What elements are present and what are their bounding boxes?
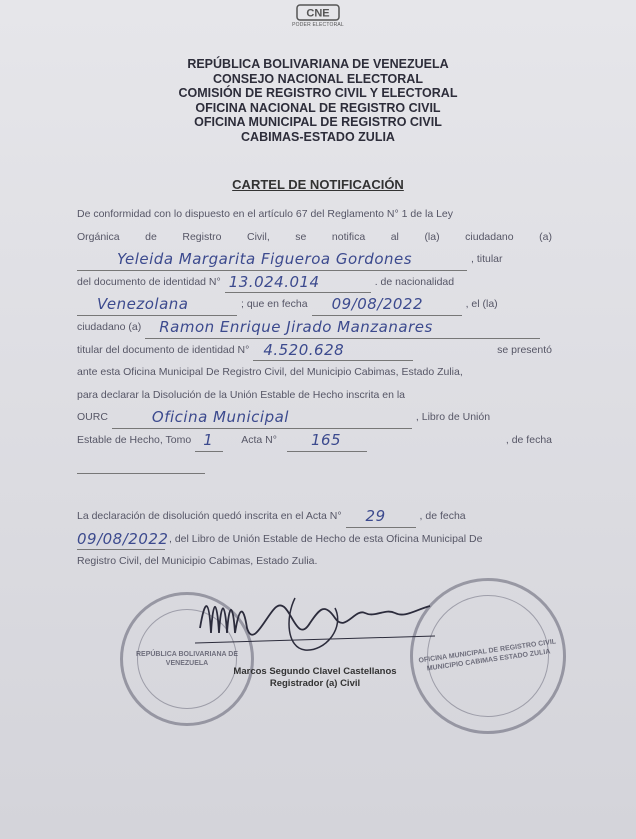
text-line: Orgánica de Registro Civil, se notifica al (la) ciudadano (a)	[77, 230, 552, 243]
text-line: ciudadano (a) Ramon Enrique Jirado Manzanares	[77, 316, 552, 339]
registration-paragraph	[77, 505, 552, 573]
text-line: De conformidad con lo dispuesto en el artículo 67 del Reglamento N° 1 de la Ley	[77, 208, 454, 220]
header-line: REPÚBLICA BOLIVARIANA DE VENEZUELA	[187, 57, 449, 71]
logo-subtext: PODER ELECTORAL	[292, 22, 344, 28]
text-line	[77, 452, 552, 475]
text-line: Yeleida Margarita Figueroa Gordones , titular	[77, 248, 552, 271]
handwritten-signature	[195, 588, 445, 658]
text-line: La declaración de disolución quedó inscrita en el Acta N° 29 , de fecha	[77, 505, 552, 528]
citizen2-name-field	[145, 317, 540, 339]
nationality-handwritten: Venezolana	[97, 295, 189, 314]
date-field	[312, 295, 462, 316]
document-header	[140, 57, 496, 145]
text-line: Estable de Hecho, Tomo 1 Acta N° 165 , de fecha	[77, 429, 552, 452]
ourc-handwritten: Oficina Municipal	[151, 408, 289, 427]
header-line: OFICINA NACIONAL DE REGISTRO CIVIL	[195, 100, 441, 115]
date2-handwritten: 09/08/2022	[77, 529, 169, 548]
svg-text:CNE: CNE	[306, 7, 330, 20]
tomo-field	[195, 430, 223, 452]
registrar-role: Registrador (a) Civil	[269, 678, 361, 689]
cne-logo	[288, 4, 348, 34]
citizen-name-handwritten: Yeleida Margarita Figueroa Gordones	[117, 250, 413, 269]
acta2-field	[346, 507, 416, 528]
signature-block	[110, 578, 580, 748]
text-line: del documento de identidad N° 13.024.014 . de nacionalidad	[77, 271, 552, 294]
ourc-field	[112, 408, 412, 429]
left-seal-text: REPÚBLICA BOLIVARIANA DE VENEZUELA	[135, 651, 239, 667]
text-line: titular del documento de identidad N° 4.520.628 se presentó	[77, 339, 552, 362]
header-line: COMISIÓN DE REGISTRO CIVIL Y ELECTORAL	[178, 86, 458, 101]
date-handwritten: 09/08/2022	[331, 295, 424, 314]
text-line: Registro Civil, del Municipio Cabimas, Estado Zulia.	[77, 555, 318, 568]
text-line: ante esta Oficina Municipal De Registro Civil, del Municipio Cabimas, Estado Zulia,	[77, 366, 463, 379]
header-line: CABIMAS-ESTADO ZULIA	[241, 129, 395, 144]
acta2-handwritten: 29	[365, 507, 386, 525]
acta-field	[287, 430, 367, 452]
tomo-handwritten: 1	[203, 430, 214, 449]
doc-number-handwritten: 13.024.014	[228, 272, 320, 291]
doc2-number-handwritten: 4.520.628	[263, 340, 345, 359]
document-title: CARTEL DE NOTIFICACIÓN	[232, 177, 404, 192]
acta-handwritten: 165	[310, 430, 342, 449]
notification-paragraph	[77, 203, 552, 474]
citizen-name-field	[77, 250, 467, 271]
header-line: CONSEJO NACIONAL ELECTORAL	[213, 71, 423, 86]
right-seal-text: OFICINA MUNICIPAL DE REGISTRO CIVIL MUNICIPIO CABIMAS ESTADO ZULIA	[418, 638, 557, 673]
cne-logo-icon	[296, 4, 340, 21]
text-line: Venezolana ; que en fecha 09/08/2022 , el (la)	[77, 293, 552, 316]
text-line: para declarar la Disolución de la Unión Estable de Hecho inscrita en la	[77, 388, 406, 401]
date2-field	[77, 529, 169, 550]
doc2-number-field	[253, 340, 413, 361]
doc-number-field	[225, 272, 371, 293]
citizen2-name-handwritten: Ramon Enrique Jirado Manzanares	[159, 317, 433, 336]
registrar-info	[215, 666, 415, 690]
nationality-field	[77, 295, 237, 316]
text-line: OURC Oficina Municipal , Libro de Unión	[77, 406, 552, 429]
text-line: 09/08/2022 , del Libro de Unión Estable de Hecho de esta Oficina Municipal De	[77, 528, 552, 551]
header-line: OFICINA MUNICIPAL DE REGISTRO CIVIL	[194, 115, 442, 130]
registrar-name: Marcos Segundo Clavel Castellanos	[233, 666, 397, 677]
fecha-blank-field	[77, 457, 205, 474]
